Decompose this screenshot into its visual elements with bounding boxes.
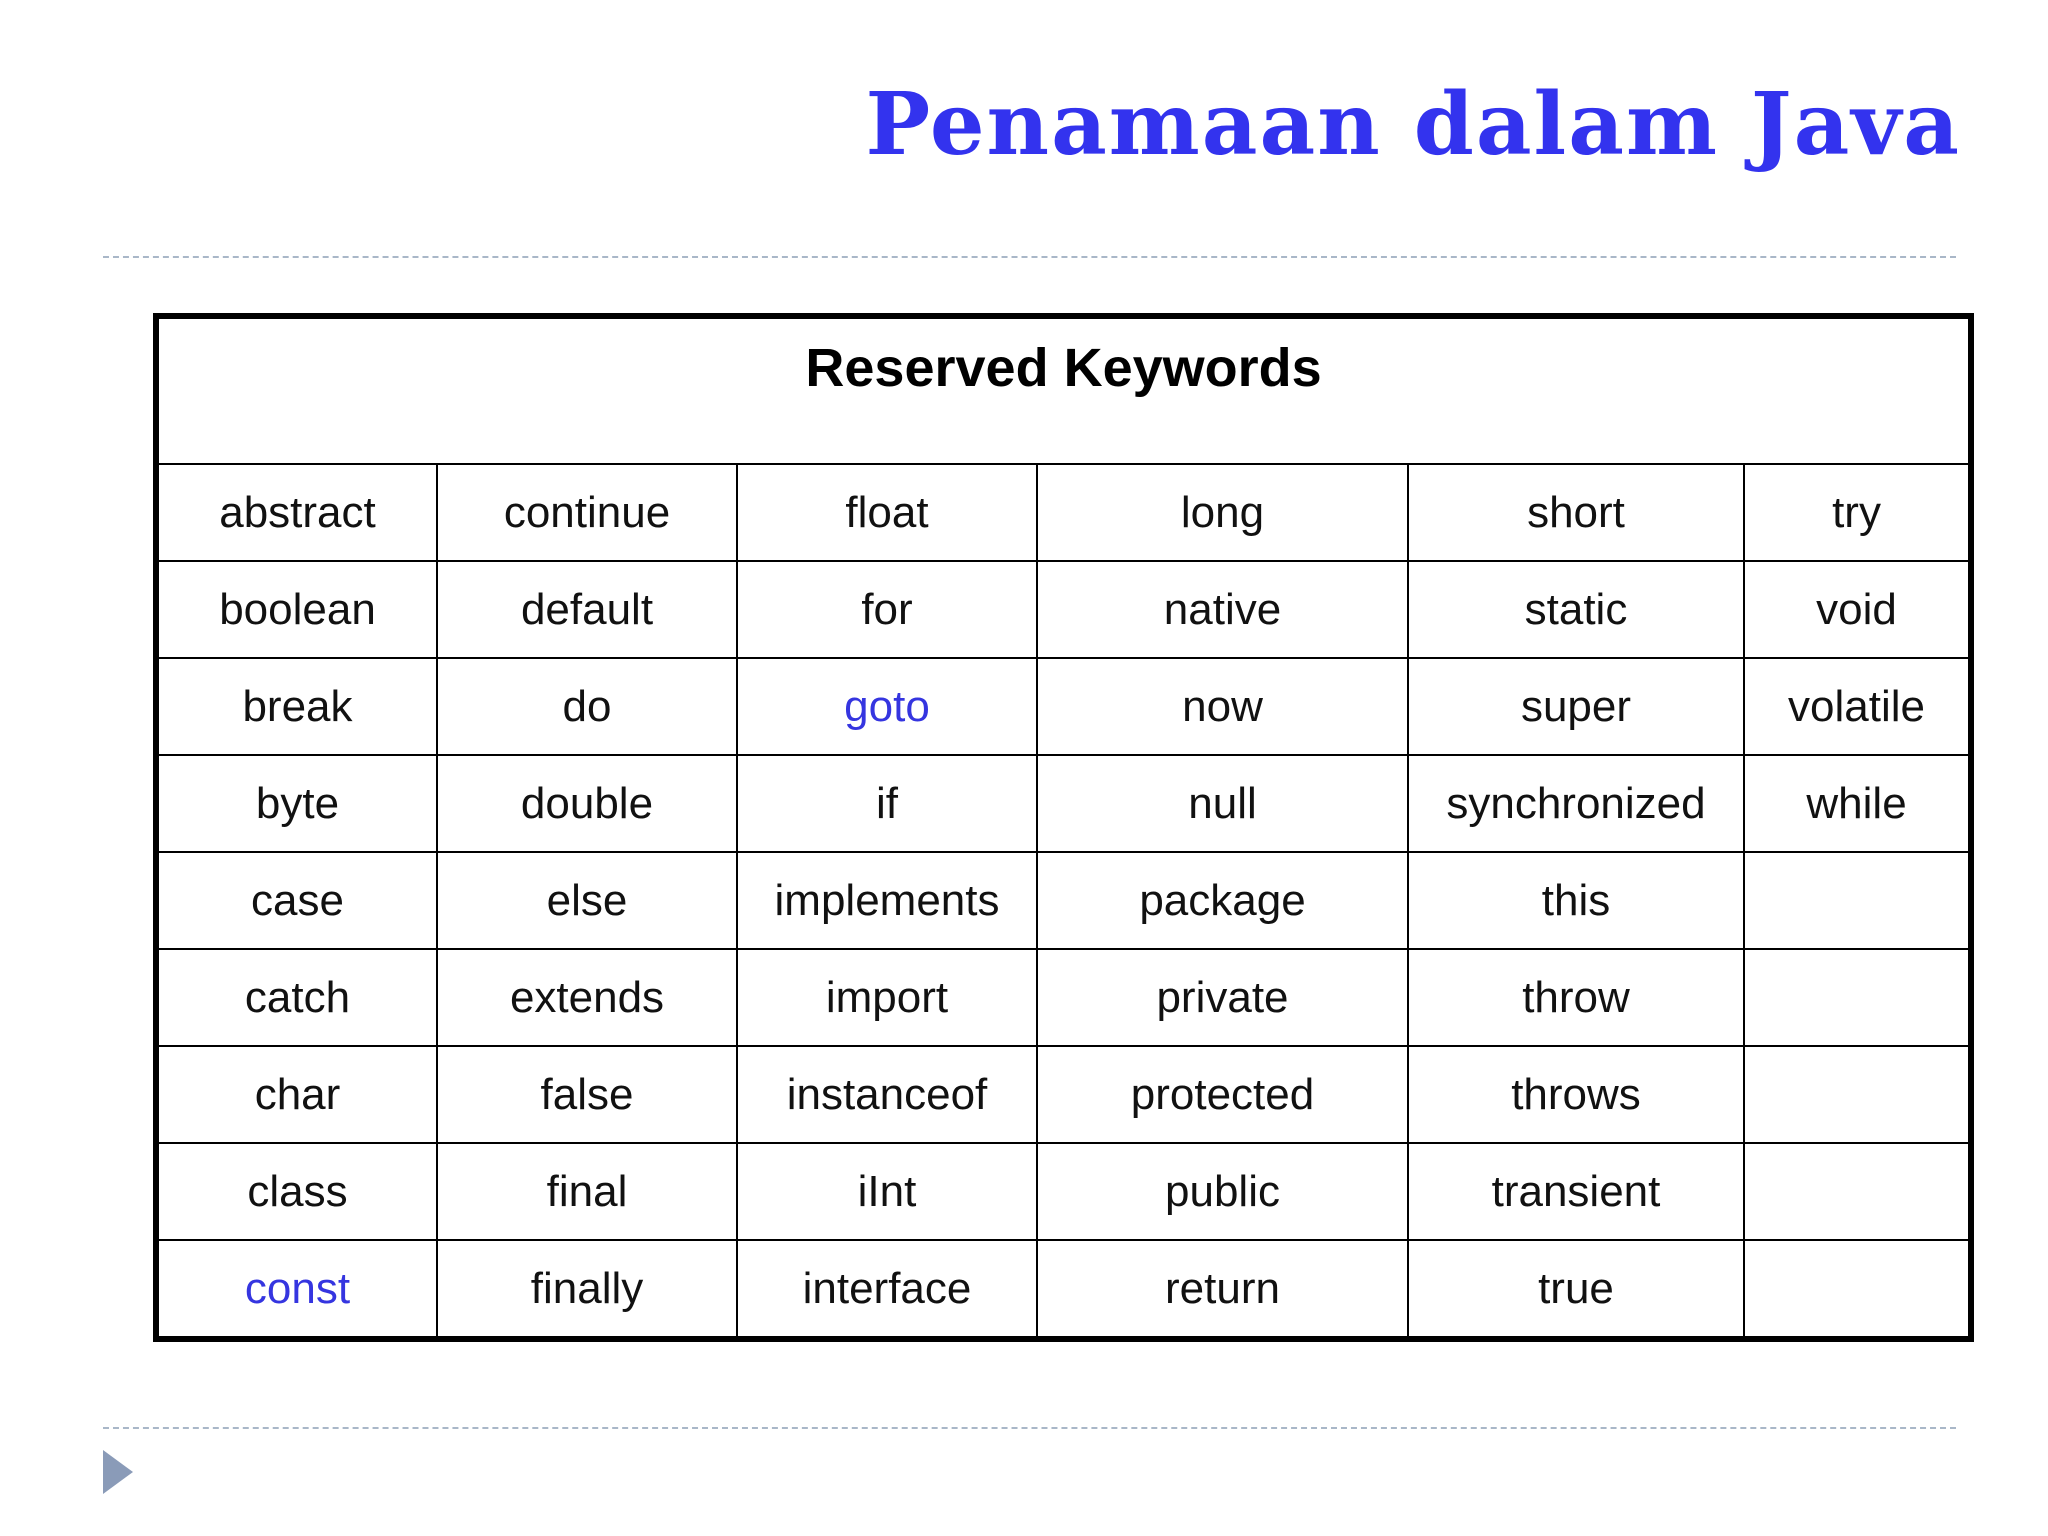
keyword-cell: try	[1744, 464, 1971, 561]
table-row	[156, 949, 1971, 1046]
keyword-cell: static	[1408, 561, 1744, 658]
keyword-cell: float	[737, 464, 1037, 561]
keyword-cell: false	[437, 1046, 737, 1143]
keyword-cell: extends	[437, 949, 737, 1046]
table-row	[156, 464, 1971, 561]
bottom-divider	[103, 1427, 1956, 1429]
keyword-cell: native	[1037, 561, 1408, 658]
keyword-cell: now	[1037, 658, 1408, 755]
keyword-cell: case	[156, 852, 437, 949]
table-row	[156, 755, 1971, 852]
keyword-cell: instanceof	[737, 1046, 1037, 1143]
table-row	[156, 658, 1971, 755]
keyword-cell: this	[1408, 852, 1744, 949]
keyword-cell: volatile	[1744, 658, 1971, 755]
keyword-cell: null	[1037, 755, 1408, 852]
keyword-cell: do	[437, 658, 737, 755]
table-header-row	[156, 316, 1971, 464]
keyword-cell: const	[156, 1240, 437, 1339]
keyword-cell: catch	[156, 949, 437, 1046]
keyword-cell: boolean	[156, 561, 437, 658]
keyword-cell: finally	[437, 1240, 737, 1339]
table-row	[156, 1046, 1971, 1143]
empty-cell	[1744, 1143, 1971, 1240]
keyword-cell: goto	[737, 658, 1037, 755]
keyword-cell: long	[1037, 464, 1408, 561]
keyword-cell: char	[156, 1046, 437, 1143]
empty-cell	[1744, 1240, 1971, 1339]
keyword-cell: default	[437, 561, 737, 658]
keyword-cell: return	[1037, 1240, 1408, 1339]
keyword-cell: abstract	[156, 464, 437, 561]
keyword-cell: private	[1037, 949, 1408, 1046]
keyword-cell: protected	[1037, 1046, 1408, 1143]
keyword-cell: byte	[156, 755, 437, 852]
keyword-cell: public	[1037, 1143, 1408, 1240]
keyword-cell: import	[737, 949, 1037, 1046]
keyword-cell: package	[1037, 852, 1408, 949]
keyword-cell: interface	[737, 1240, 1037, 1339]
keyword-cell: for	[737, 561, 1037, 658]
keyword-cell: throws	[1408, 1046, 1744, 1143]
slide-title: Penamaan dalam Java	[865, 74, 1961, 175]
table-row	[156, 561, 1971, 658]
keyword-cell: if	[737, 755, 1037, 852]
keyword-cell: class	[156, 1143, 437, 1240]
empty-cell	[1744, 852, 1971, 949]
table-row	[156, 1143, 1971, 1240]
keyword-cell: implements	[737, 852, 1037, 949]
keyword-cell: continue	[437, 464, 737, 561]
keyword-cell: void	[1744, 561, 1971, 658]
reserved-keywords-table	[153, 313, 1974, 1342]
keyword-cell: synchronized	[1408, 755, 1744, 852]
keyword-cell: double	[437, 755, 737, 852]
keyword-cell: true	[1408, 1240, 1744, 1339]
empty-cell	[1744, 1046, 1971, 1143]
keyword-cell: break	[156, 658, 437, 755]
play-triangle-icon	[103, 1450, 133, 1494]
keyword-cell: transient	[1408, 1143, 1744, 1240]
empty-cell	[1744, 949, 1971, 1046]
keyword-cell: throw	[1408, 949, 1744, 1046]
keyword-cell: final	[437, 1143, 737, 1240]
keyword-cell: while	[1744, 755, 1971, 852]
table-row	[156, 852, 1971, 949]
table-row	[156, 1240, 1971, 1339]
keyword-cell: else	[437, 852, 737, 949]
keyword-cell: super	[1408, 658, 1744, 755]
keyword-cell: iInt	[737, 1143, 1037, 1240]
table-header: Reserved Keywords	[156, 316, 1971, 464]
keyword-cell: short	[1408, 464, 1744, 561]
top-divider	[103, 256, 1956, 258]
